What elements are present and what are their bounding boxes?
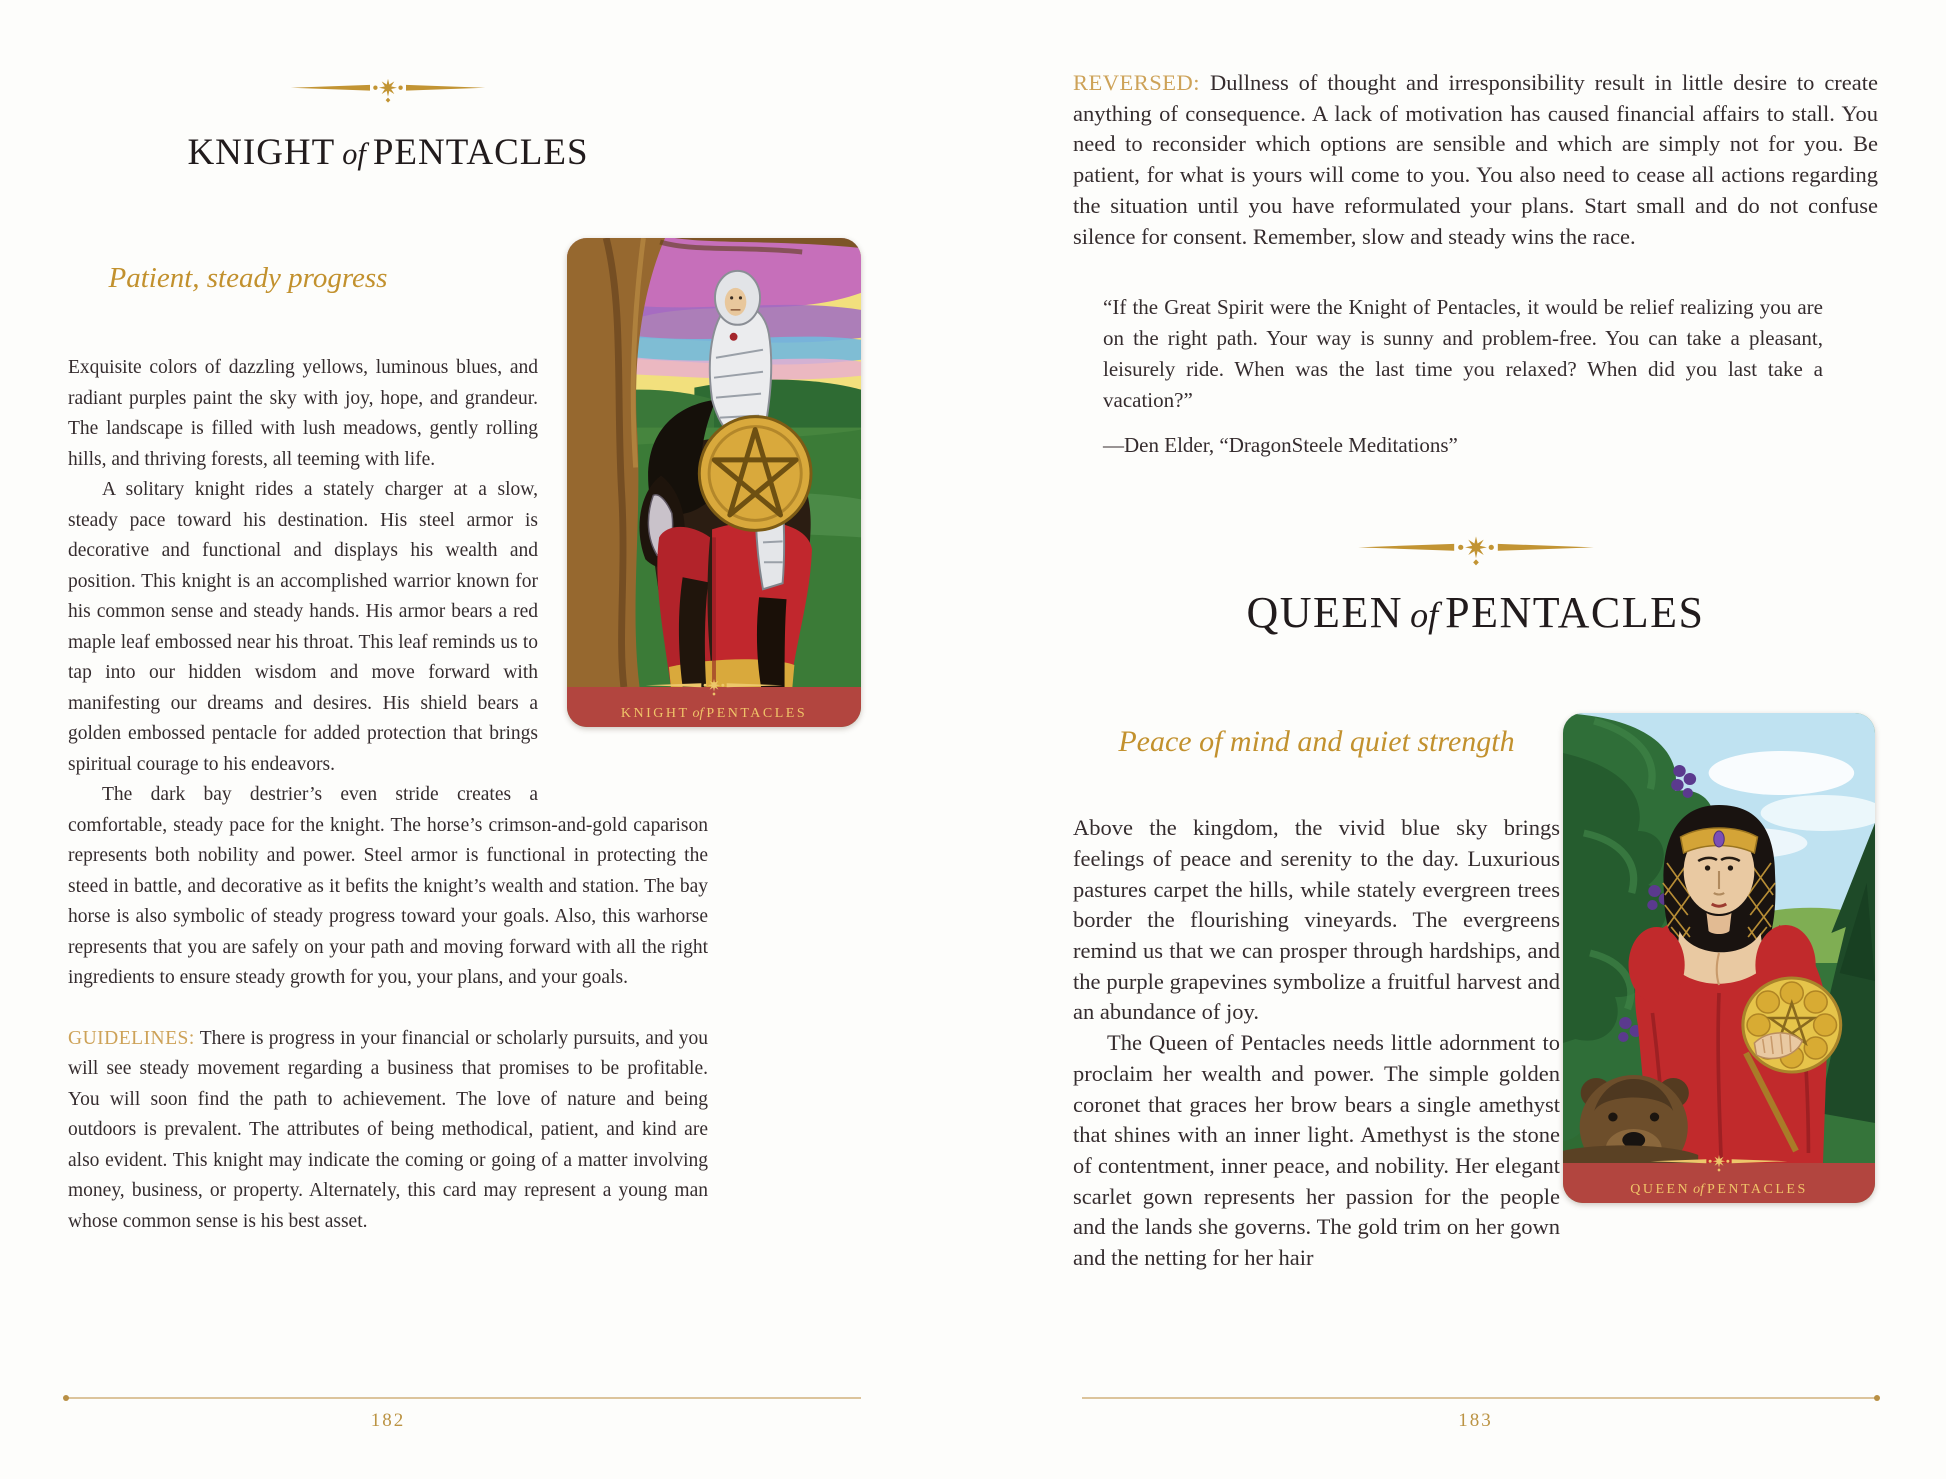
star-divider-icon [288, 76, 488, 103]
star-divider-icon [1649, 1153, 1789, 1172]
reversed-text: Dullness of thought and irresponsibility result in little desire to create anything of consequence. A lack of motivation has caused financial affairs to stall. You need to reconsider which options are sensible and which are simply not for you. Be patient, for what is yours will come to you. You also need to cease all actions regarding the situation until you have reformulated your plans. Start small and do not confuse silence for consent. Remember, slow and steady wins the race. [1073, 70, 1879, 249]
quote-block: “If the Great Spirit were the Knight of Pentacles, it would be relief realizing you are on the right path. Your way is sunny and problem-free. You can take a pleasant, leisurely ride. When was the last time you relaxed? When did you last take a vacation?” [1103, 295, 1823, 413]
star-divider-icon [644, 677, 784, 696]
guidelines-paragraph [68, 1024, 708, 1238]
page-left [68, 0, 808, 1237]
keyword-subtitle: Patient, steady progress [108, 262, 388, 294]
page-title-queen-of-pentacles: QUEEN of PENTACLES [1246, 588, 1705, 638]
card-caption: QUEEN of PENTACLES [1630, 1182, 1808, 1197]
guidelines-text: There is progress in your financial or scholarly pursuits, and you will see steady movement regarding a business that promises to be profitable. You will soon find the path to achievement. The love of nature and being outdoors is prevalent. The attributes of being methodical, patient, and kind are also evident. This knight may indicate the coming or going of a matter involving money, business, or property. Alternately, this card may represent a young man whose common sense is his best asset. [68, 1027, 708, 1232]
quote-attribution: —Den Elder, “DragonSteele Meditations” [1103, 433, 1458, 458]
body-paragraph: Exquisite colors of dazzling yellows, luminous blues, and radiant purples paint the sky with joy, hope, and grandeur. The landscape is filled with lush meadows, gently rolling hills, and thriving forests, all teeming with life. [68, 357, 538, 470]
guidelines-label: GUIDELINES: [68, 1027, 195, 1049]
keyword-subtitle: Peace of mind and quiet strength [1118, 725, 1515, 759]
star-divider-ornament [1073, 533, 1878, 571]
star-divider-icon [1356, 533, 1596, 566]
knight-card-illustration [567, 238, 861, 687]
reversed-paragraph [1073, 68, 1878, 252]
queen-of-pentacles-card [1563, 713, 1875, 1203]
page-right [1073, 0, 1878, 1274]
body-paragraph: Above the kingdom, the vivid blue sky brings feelings of peace and serenity to the day. Luxurious pastures carpet the hills, while stately evergreen trees border the flourishing vineyards. The evergreens remind us that we can prosper through hardships, and the purple grapevines symbolize a fruitful harvest and an abundance of joy. [1073, 815, 1560, 1025]
card-title-band [1563, 1163, 1875, 1203]
rule-end-dot [63, 1395, 69, 1401]
body-paragraph: A solitary knight rides a stately charger at a slow, steady pace toward his destination. His steel armor is decorative and functional and displays his wealth and position. This knight is an accomplished warrior known for his common sense and steady hands. His armor bears a red maple leaf embossed near his throat. This leaf reminds us to tap into our hidden wisdom and move forward with manifesting our dreams and desires. His shield bears a golden embossed pentacle for added protection that brings spiritual courage to his endeavors. [68, 479, 538, 775]
card-title-band [567, 687, 861, 727]
body-paragraph: The dark bay destrier’s even stride creates a comfortable, steady pace for the knight. The horse’s crimson-and-gold caparison represents both nobility and power. Steel armor is functional in protecting the steed in battle, and decorative as it befits the knight’s wealth and station. The bay horse is also symbolic of steady progress toward your goals. Also, this warhorse represents that you are safely on your path and moving forward with all the right ingredients to ensure steady growth for you, your plans, and your goals. [68, 784, 708, 988]
page-title-knight-of-pentacles: KNIGHT of PENTACLES [187, 132, 589, 173]
queen-card-illustration [1563, 713, 1875, 1163]
page-number: 182 [370, 1410, 406, 1431]
star-divider-ornament [68, 76, 708, 108]
footer-rule [1082, 1397, 1878, 1399]
knight-of-pentacles-card [567, 238, 861, 727]
page-number: 183 [1458, 1410, 1493, 1431]
rule-end-dot [1874, 1395, 1880, 1401]
footer-rule [65, 1397, 861, 1399]
reversed-label: REVERSED: [1073, 70, 1201, 95]
body-paragraph: The Queen of Pentacles needs little adornment to proclaim her wealth and power. The simple golden coronet that graces her brow bears a single amethyst that shines with an inner light. Amethyst is the stone of contentment, inner peace, and nobility. Her elegant scarlet gown represents her passion for the people and the lands she governs. The gold trim on her gown and the netting for her hair [1073, 1030, 1560, 1271]
card-caption: KNIGHT of PENTACLES [620, 706, 808, 721]
